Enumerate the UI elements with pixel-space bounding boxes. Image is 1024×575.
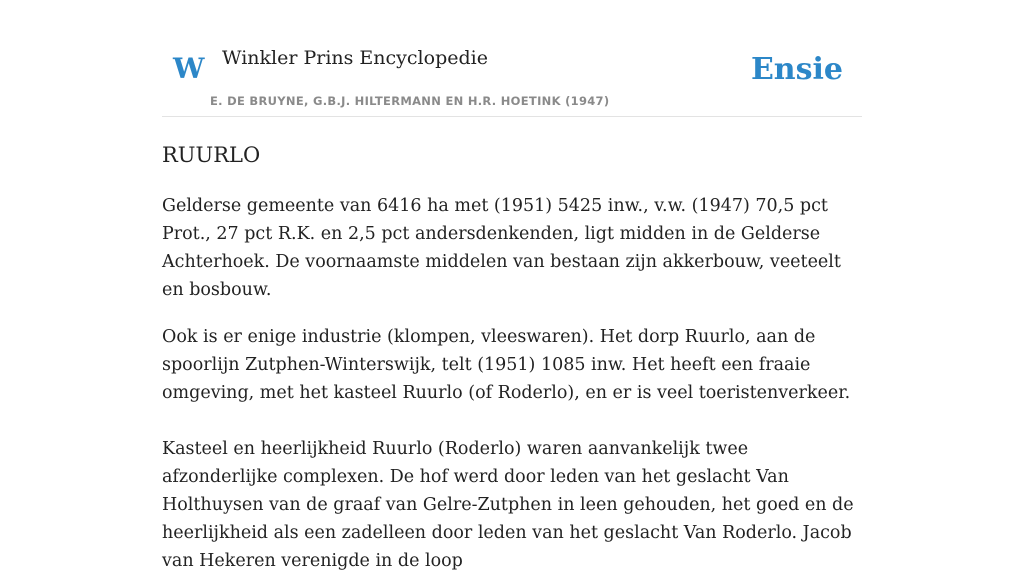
publication-authors: E. DE BRUYNE, G.B.J. HILTERMANN EN H.R. HOETINK (1947) [210,94,610,108]
site-header [162,0,862,117]
brand-logo[interactable]: Ensie [750,52,843,87]
article-paragraph: Ook is er enige industrie (klompen, vleeswaren). Het dorp Ruurlo, aan de spoorlijn Zutphen-Winterswijk, telt (1951) 1085 inw. Het heeft een fraaie omgeving, met het kasteel Ruurlo (of Roderlo), en er is veel toeristenverkeer. [162,327,851,403]
publication-logo[interactable]: W [173,52,205,85]
article-paragraph: Kasteel en heerlijkheid Ruurlo (Roderlo) waren aanvankelijk twee afzonderlijke complexen. De hof werd door leden van het geslacht Van Holthuysen van de graaf van Gelre-Zutphen in leen gehouden, het goed en de heerlijkheid als een zadelleen door leden van het geslacht Van Roderlo. Jacob van Hekeren verenigde in de loop [162,439,854,571]
article-paragraph: Gelderse gemeente van 6416 ha met (1951) 5425 inw., v.w. (1947) 70,5 pct Prot., 27 pct R.K. en 2,5 pct andersdenkenden, ligt midden in de Gelderse Achterhoek. De voornaamste middelen van bestaan zijn akkerbouw, veeteelt en bosbouw. [162,196,841,300]
article-body [162,138,862,575]
publication-title[interactable]: Winkler Prins Encyclopedie [222,47,488,69]
article-title: RUURLO [162,143,261,167]
